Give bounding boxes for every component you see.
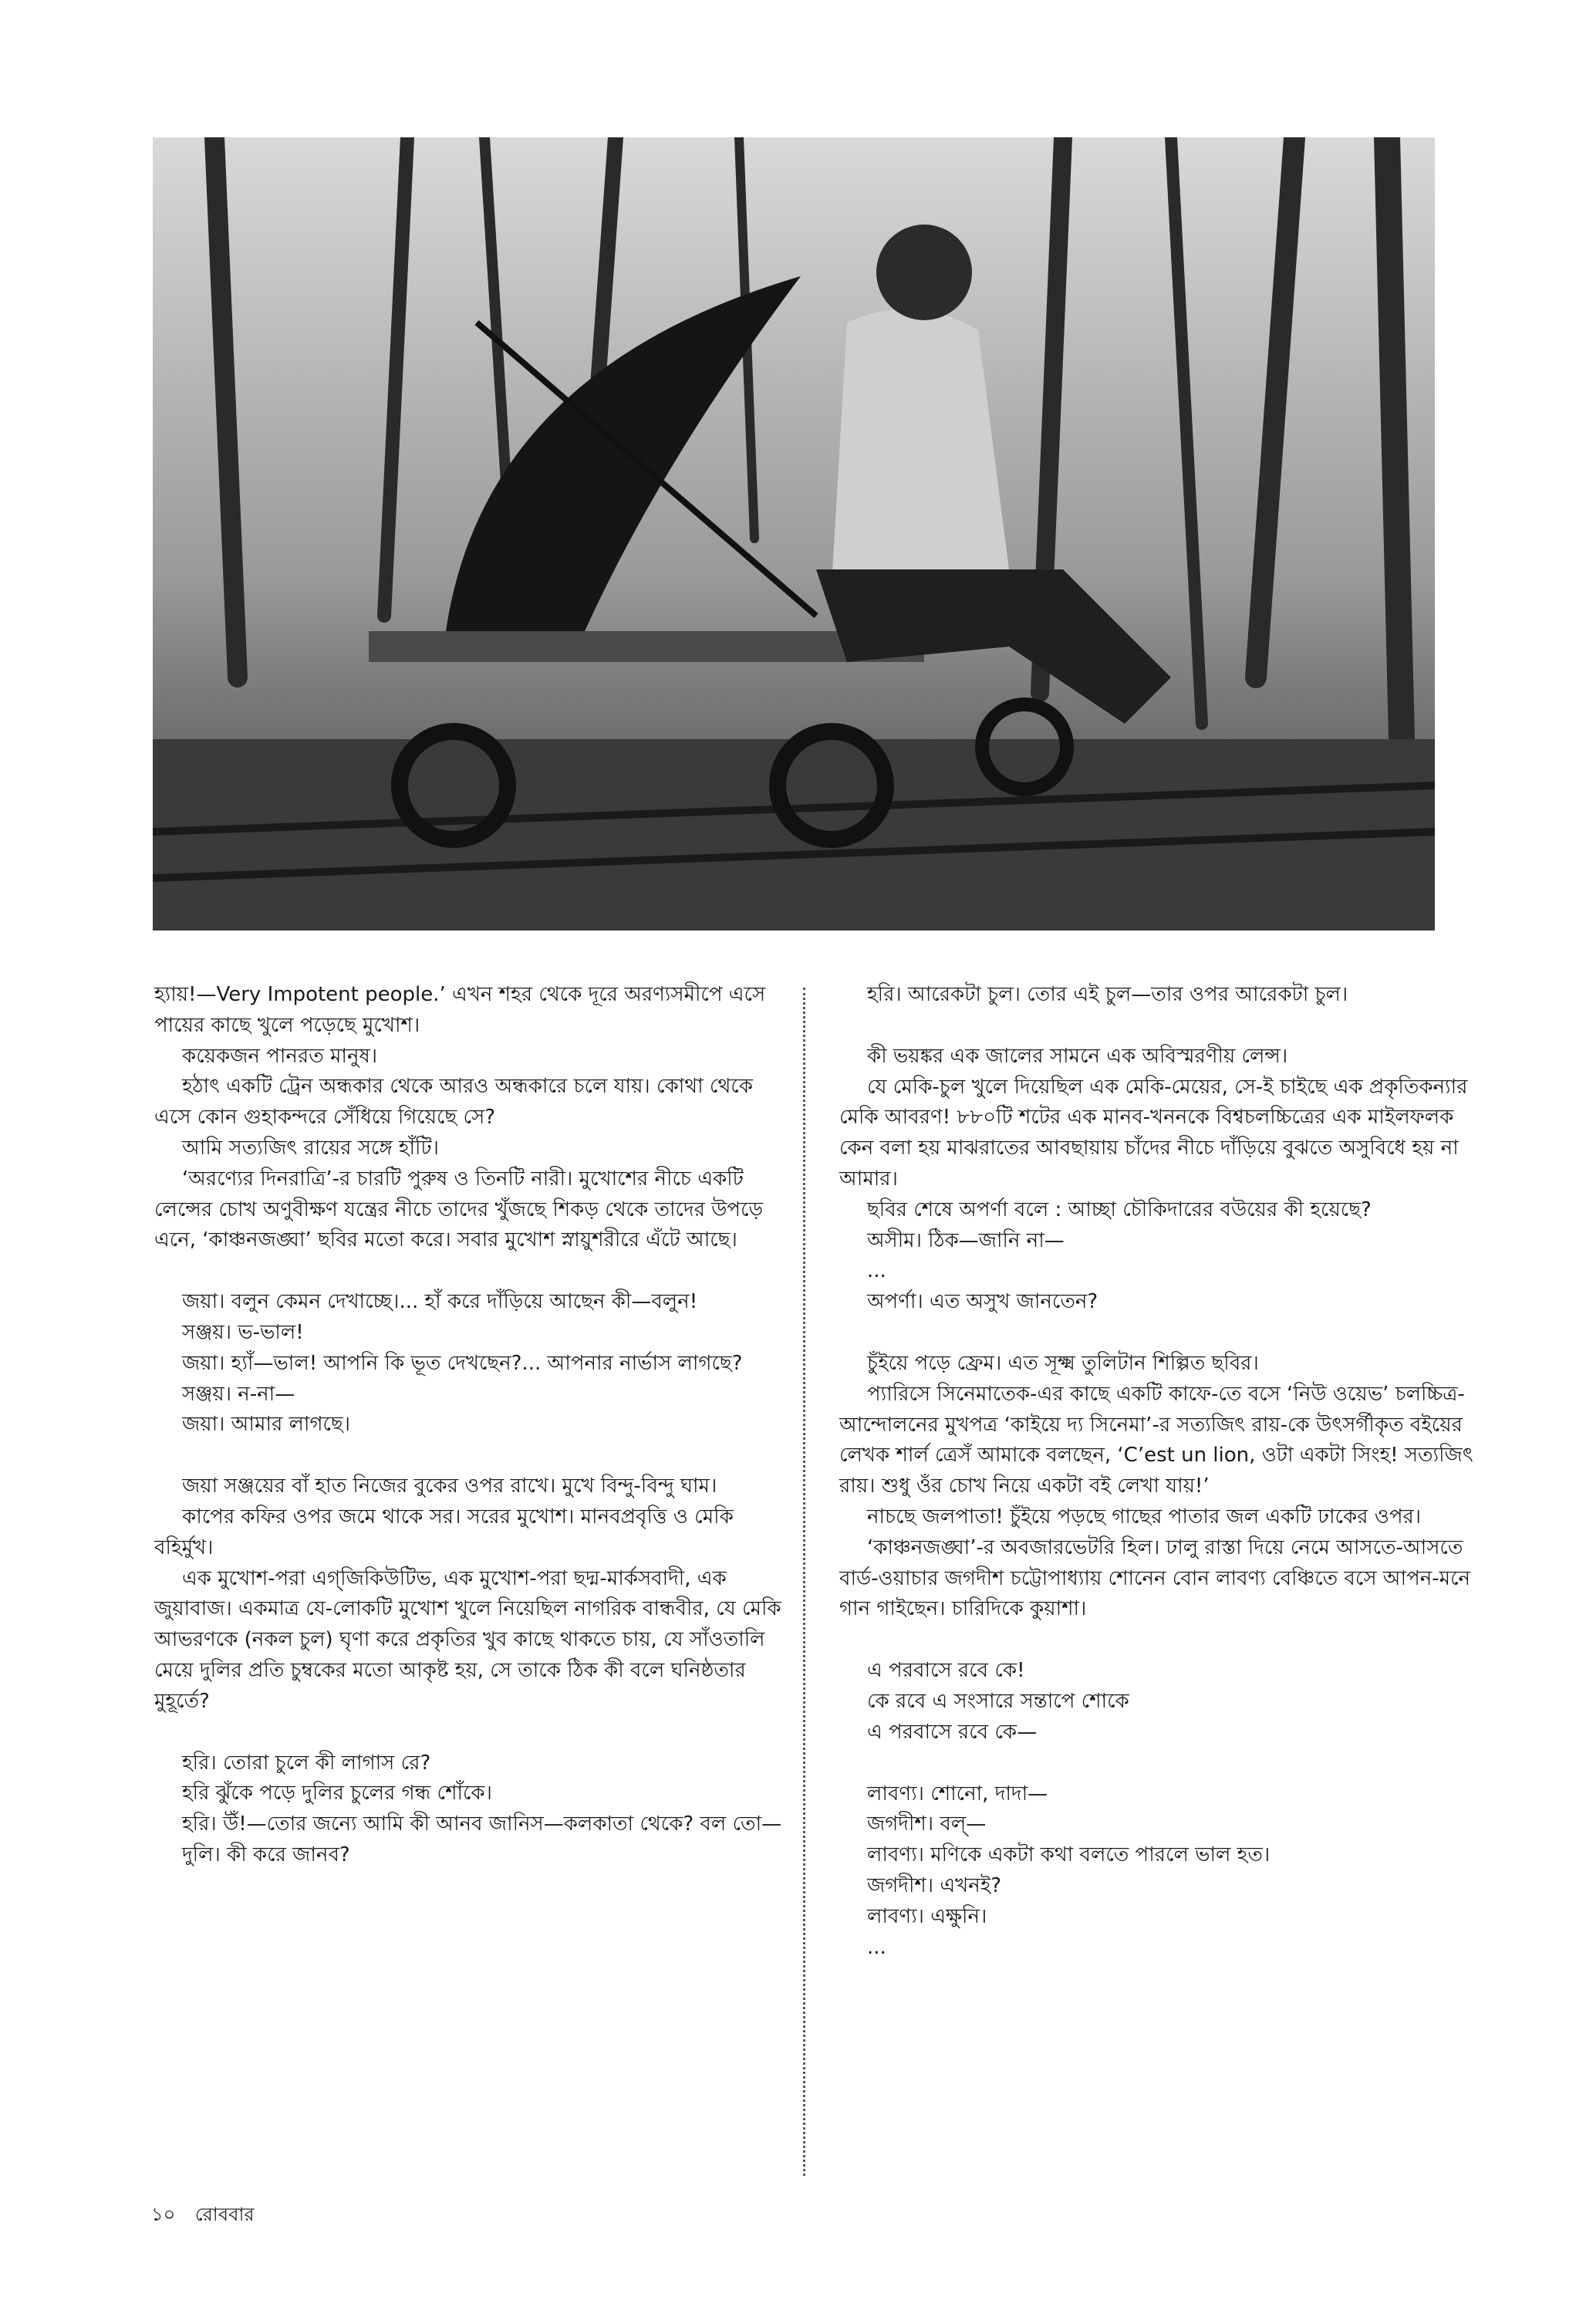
paragraph: হরি। তোরা চুলে কী লাগাস রে? — [182, 1751, 431, 1775]
paragraph-gap — [839, 1011, 1480, 1042]
paragraph: ... — [867, 1259, 886, 1283]
paragraph-gap — [154, 1441, 795, 1471]
paragraph: কাপের কফির ওপর জমে থাকে সর। সরের মুখোশ। মানবপ্রবৃত্তি ও মেকি বহির্মুখ। — [154, 1505, 734, 1559]
paragraph: হরি ঝুঁকে পড়ে দুলির চুলের গন্ধ শোঁকে। — [182, 1782, 492, 1805]
paragraph-gap — [839, 1318, 1480, 1349]
cover-photograph — [153, 137, 1435, 931]
page-number: ১০ — [151, 2204, 176, 2225]
paragraph: কী ভয়ঙ্কর এক জালের সামনে এক অবিস্মরণীয় লেন্স। — [867, 1044, 1288, 1068]
paragraph: ... — [867, 1935, 886, 1959]
paragraph-gap — [154, 1256, 795, 1287]
paragraph: ছবির শেষে অপর্ণা বলে : আচ্ছা চৌকিদারের বউয়ের কী হয়েছে? — [867, 1197, 1372, 1221]
paragraph: আমি সত্যজিৎ রায়ের সঙ্গে হাঁটি। — [182, 1136, 439, 1160]
paragraph: হরি। আরেকটা চুল। তোর এই চুল—তার ওপর আরেকটা চুল। — [867, 983, 1348, 1006]
paragraph: অসীম। ঠিক—জানি না— — [867, 1228, 1065, 1252]
paragraph: ‘কাঞ্চনজঙ্ঘা’-র অবজারভেটরি হিল। ঢালু রাস্তা দিয়ে নেমে আসতে-আসতে বার্ড-ওয়াচার জগদীশ চট্টোপাধ্যায় শোনেন বোন লাবণ্য বেঞ্চিতে বসে আপন-মনে গান গাইছেন। চারিদিকে কুয়াশা। — [839, 1535, 1471, 1621]
magazine-name: রোববার — [194, 2204, 255, 2225]
column-divider — [803, 988, 805, 2176]
paragraph: জগদীশ। এখনই? — [867, 1873, 1002, 1897]
page-footer — [151, 2201, 268, 2231]
paragraph: কে রবে এ সংসারে সন্তাপে শোকে — [867, 1689, 1129, 1713]
paragraph: হঠাৎ একটি ট্রেন অন্ধকার থেকে আরও অন্ধকারে চলে যায়। কোথা থেকে এসে কোন গুহাকন্দরে সেঁধিয়ে গিয়েছে সে? — [154, 1075, 753, 1130]
paragraph: লাবণ্য। শোনো, দাদা— — [867, 1782, 1048, 1805]
paragraph: কয়েকজন পানরত মানুষ। — [182, 1044, 378, 1068]
paragraph-gap — [154, 1718, 795, 1748]
paragraph: নাচছে জলপাতা! চুঁইয়ে পড়ছে গাছের পাতার জল একটি ঢাকের ওপর। — [867, 1505, 1422, 1529]
paragraph: জয়া। বলুন কেমন দেখাচ্ছে।... হাঁ করে দাঁড়িয়ে আছেন কী—বলুন! — [182, 1290, 698, 1314]
paragraph: জগদীশ। বল্— — [867, 1812, 987, 1836]
paragraph: হ্যায়!—Very Impotent people.’ এখন শহর থেকে দূরে অরণ্যসমীপে এসে পায়ের কাছে খুলে পড়েছে মুখোশ। — [154, 983, 766, 1037]
paragraph: সঞ্জয়। ভ-ভাল! — [182, 1320, 304, 1344]
right-text-column — [839, 980, 1480, 1963]
paragraph: যে মেকি-চুল খুলে দিয়েছিল এক মেকি-মেয়ের, সে-ই চাইছে এক প্রকৃতিকন্যার মেকি আবরণ! ৮৮০টি শটের এক মানব-খননকে বিশ্বচলচ্চিত্রের এক মাইলফলক কেন বলা হয় মাঝরাতের আবছায়ায় চাঁদের নীচে দাঁড়িয়ে বুঝতে অসুবিধে হয় না আমার। — [839, 1075, 1468, 1191]
paragraph: সঞ্জয়। ন-না— — [182, 1382, 295, 1406]
paragraph: লাবণ্য। মণিকে একটা কথা বলতে পারলে ভাল হত। — [867, 1843, 1271, 1867]
paragraph-gap — [839, 1625, 1480, 1656]
paragraph: জয়া। হ্যাঁ—ভাল! আপনি কি ভূত দেখছেন?... আপনার নার্ভাস লাগছে? — [182, 1351, 743, 1375]
paragraph: জয়া। আমার লাগছে। — [182, 1413, 351, 1437]
paragraph: এক মুখোশ-পরা এগ্‌জিকিউটিভ, এক মুখোশ-পরা ছদ্ম-মার্কসবাদী, এক জুয়াবাজ। একমাত্র যে-লোকটি মুখোশ খুলে নিয়েছিল নাগরিক বান্ধবীর, যে মেকি আভরণকে (নকল চুল) ঘৃণা করে প্রকৃতির খুব কাছে থাকতে চায়, যে সাঁওতালি মেয়ে দুলির প্রতি চুম্বকের মতো আকৃষ্ট হয়, সে তাকে ঠিক কী বলে ঘনিষ্ঠতার মুহূর্তে? — [154, 1566, 781, 1713]
paragraph: অপর্ণা। এত অসুখ জানতেন? — [867, 1290, 1098, 1314]
paragraph: জয়া সঞ্জয়ের বাঁ হাত নিজের বুকের ওপর রাখে। মুখে বিন্দু-বিন্দু ঘাম। — [182, 1474, 717, 1498]
paragraph: ‘অরণ্যের দিনরাত্রি’-র চারটি পুরুষ ও তিনটি নারী। মুখোশের নীচে একটি লেন্সের চোখ অণুবীক্ষণ যন্ত্রের নীচে তাদের খুঁজছে শিকড় থেকে তাদের উপড়ে এনে, ‘কাঞ্চনজঙ্ঘা’ ছবির মতো করে। সবার মুখোশ স্নায়ুশরীরে এঁটে আছে। — [154, 1167, 764, 1252]
paragraph: প্যারিসে সিনেমাতেক-এর কাছে একটি কাফে-তে বসে ‘নিউ ওয়েভ’ চলচ্চিত্র-আন্দোলনের মুখপত্র ‘কাইয়ে দ্য সিনেমা’-র সত্যজিৎ রায়-কে উৎসর্গীকৃত বইয়ের লেখক শার্ল ত্রেসঁ আমাকে বলছেন, ‘C’est un lion, ওটা একটা সিংহ! সত্যজিৎ রায়। শুধু ওঁর চোখ নিয়ে একটা বই লেখা যায়!’ — [839, 1382, 1473, 1498]
paragraph: দুলি। কী করে জানব? — [182, 1843, 350, 1866]
paragraph: এ পরবাসে রবে কে! — [867, 1659, 1025, 1683]
paragraph: চুঁইয়ে পড়ে ফ্রেম। এত সূক্ষ্ম তুলিটান শিল্পিত ছবির। — [867, 1351, 1259, 1375]
left-text-column — [154, 980, 795, 1871]
paragraph: লাবণ্য। এক্ষুনি। — [867, 1904, 987, 1928]
paragraph: এ পরবাসে রবে কে— — [867, 1720, 1038, 1744]
paragraph: হরি। উঁ!—তোর জন্যে আমি কী আনব জানিস—কলকাতা থেকে? বল তো— — [182, 1812, 782, 1836]
paragraph-gap — [839, 1748, 1480, 1779]
forest-rail-scene — [153, 137, 1435, 931]
